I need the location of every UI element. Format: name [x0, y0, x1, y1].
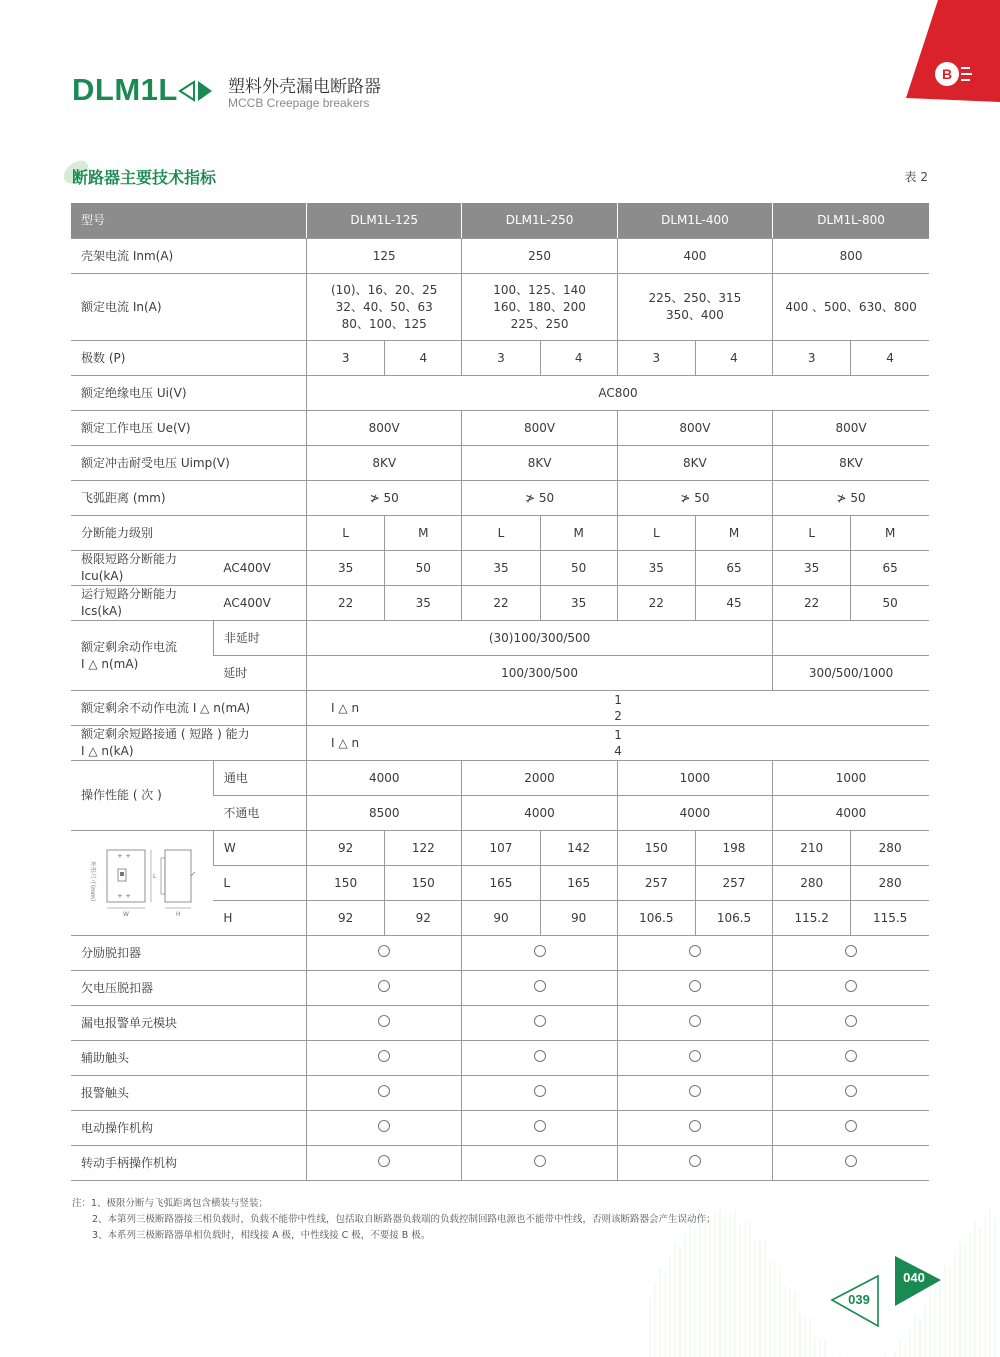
row-sublabel: AC400V	[213, 551, 306, 586]
row-label: 报警触头	[71, 1076, 307, 1111]
cell: 107	[462, 831, 540, 866]
optional-circle-icon	[378, 980, 390, 992]
cell: 8KV	[617, 446, 772, 481]
cell-line: 400 、500、630、800	[785, 299, 917, 314]
fraction-prefix: I △ n	[331, 701, 360, 715]
table-number: 表 2	[904, 170, 928, 184]
row-sublabel: 延时	[213, 656, 306, 691]
optional-circle-icon	[378, 1085, 390, 1097]
cell: 65	[851, 551, 929, 586]
table-row	[71, 936, 929, 971]
row-label: 电动操作机构	[71, 1111, 307, 1146]
fraction-num: 1	[614, 728, 622, 742]
cell: 50	[851, 586, 929, 621]
cell: 115.5	[851, 901, 929, 936]
page-number-right: 040	[903, 1270, 925, 1285]
row-label: 飞弧距离 (mm)	[71, 481, 307, 516]
optional-circle-icon	[534, 1155, 546, 1167]
cell: ≯ 50	[773, 481, 929, 516]
optional-circle-icon	[534, 980, 546, 992]
optional-circle-icon	[378, 1120, 390, 1132]
row-label-residual-action	[71, 621, 213, 691]
option-cell	[307, 1041, 462, 1076]
optional-circle-icon	[534, 945, 546, 957]
row-sublabel: 不通电	[213, 796, 306, 831]
page-number-left: 039	[848, 1292, 870, 1307]
cell-line: 225、250、315	[648, 291, 742, 305]
header-model: DLM1L-125	[307, 203, 462, 239]
table-row	[71, 481, 929, 516]
option-cell	[307, 1006, 462, 1041]
optional-circle-icon	[378, 1155, 390, 1167]
cell: ≯ 50	[617, 481, 772, 516]
header-model: DLM1L-250	[462, 203, 617, 239]
fraction-prefix: I △ n	[331, 736, 360, 750]
option-cell	[462, 1006, 617, 1041]
header-model: DLM1L-800	[773, 203, 929, 239]
optional-circle-icon	[689, 980, 701, 992]
cell: 150	[617, 831, 695, 866]
cell-rated-current	[462, 274, 617, 341]
option-cell	[307, 1111, 462, 1146]
row-label: 极数 (P)	[71, 341, 307, 376]
spec-table	[71, 203, 929, 1181]
cell: 800V	[617, 411, 772, 446]
cell: 22	[773, 586, 851, 621]
footnote: 注：1、极限分断与飞弧距离包含横装与竖装；	[72, 1198, 269, 1209]
drawing-caption: 外形尺寸(mm)	[88, 860, 96, 901]
row-label: 转动手柄操作机构	[71, 1146, 307, 1181]
option-cell	[617, 936, 772, 971]
optional-circle-icon	[845, 945, 857, 957]
option-cell	[462, 1146, 617, 1181]
header-model: DLM1L-400	[617, 203, 772, 239]
cell: (30)100/300/500	[307, 621, 773, 656]
optional-circle-icon	[378, 945, 390, 957]
table-row	[71, 411, 929, 446]
header-model-label: 型号	[71, 203, 307, 239]
optional-circle-icon	[534, 1050, 546, 1062]
cell: 142	[540, 831, 617, 866]
table-row	[71, 551, 929, 586]
fraction-den: 2	[614, 709, 622, 723]
cell: 150	[307, 866, 385, 901]
table-row	[71, 446, 929, 481]
brand-arrow-icon	[178, 78, 214, 104]
cell: 125	[307, 239, 462, 274]
row-label: 额定绝缘电压 Ui(V)	[71, 376, 307, 411]
optional-circle-icon	[534, 1085, 546, 1097]
option-cell	[462, 1111, 617, 1146]
cell: 4000	[773, 796, 929, 831]
table-row	[71, 274, 929, 341]
cell: 1000	[617, 761, 772, 796]
table-header-row	[71, 203, 929, 239]
option-cell	[307, 1076, 462, 1111]
row-label-line: I △ n(mA)	[81, 656, 139, 671]
row-sublabel: 通电	[213, 761, 306, 796]
optional-circle-icon	[845, 980, 857, 992]
cell: 4000	[462, 796, 617, 831]
cell: M	[385, 516, 462, 551]
row-label-line: 额定剩余动作电流	[81, 639, 178, 654]
cell: 22	[462, 586, 540, 621]
svg-text:+ +: + +	[116, 891, 131, 900]
optional-circle-icon	[534, 1120, 546, 1132]
optional-circle-icon	[689, 1050, 701, 1062]
cell: 400	[617, 239, 772, 274]
table-row	[71, 239, 929, 274]
cell: 4	[851, 341, 929, 376]
cell: 122	[385, 831, 462, 866]
option-cell	[462, 971, 617, 1006]
cell: AC800	[307, 376, 929, 411]
cell: 35	[462, 551, 540, 586]
cell: 800V	[462, 411, 617, 446]
cell: 165	[540, 866, 617, 901]
cell: 1000	[773, 761, 929, 796]
table-row	[71, 621, 929, 656]
cell: 100/300/500	[307, 656, 773, 691]
cell: 3	[773, 341, 851, 376]
cell: 800	[773, 239, 929, 274]
cell: 92	[307, 901, 385, 936]
cell: 22	[307, 586, 385, 621]
cell: 800V	[307, 411, 462, 446]
table-row	[71, 761, 929, 796]
cell: 800V	[773, 411, 929, 446]
option-cell	[462, 1041, 617, 1076]
row-label: 分励脱扣器	[71, 936, 307, 971]
row-label: 极限短路分断能力 Icu(kA)	[71, 551, 213, 586]
row-label-line: I △ n(kA)	[81, 744, 134, 758]
cell: 35	[617, 551, 695, 586]
row-label: 欠电压脱扣器	[71, 971, 307, 1006]
cell: ≯ 50	[462, 481, 617, 516]
cell: 165	[462, 866, 540, 901]
option-cell	[307, 971, 462, 1006]
fraction-den: 4	[614, 744, 622, 758]
dimension-drawing-cell	[71, 831, 213, 936]
product-title-en: MCCB Creepage breakers	[228, 96, 370, 110]
cell: 257	[695, 866, 772, 901]
cell: 8KV	[773, 446, 929, 481]
page-badge-left	[828, 1274, 884, 1330]
optional-circle-icon	[534, 1015, 546, 1027]
optional-circle-icon	[845, 1050, 857, 1062]
row-label: 额定冲击耐受电压 Uimp(V)	[71, 446, 307, 481]
row-label-line: 额定剩余短路接通 ( 短路 ) 能力	[81, 727, 250, 741]
table-row	[71, 1006, 929, 1041]
option-cell	[617, 1006, 772, 1041]
cell: 90	[540, 901, 617, 936]
cell: 65	[695, 551, 772, 586]
table-row	[71, 831, 929, 866]
cell-rated-current	[617, 274, 772, 341]
cell: 8KV	[307, 446, 462, 481]
cell: 4	[695, 341, 772, 376]
optional-circle-icon	[378, 1015, 390, 1027]
row-label: 额定电流 In(A)	[71, 274, 307, 341]
cell: 280	[773, 866, 851, 901]
cell: ≯ 50	[307, 481, 462, 516]
option-cell	[462, 1076, 617, 1111]
cell: 45	[695, 586, 772, 621]
cell-line: 225、250	[510, 316, 569, 331]
cell: 90	[462, 901, 540, 936]
cell: M	[540, 516, 617, 551]
row-label: 辅助触头	[71, 1041, 307, 1076]
optional-circle-icon	[378, 1050, 390, 1062]
option-cell	[617, 971, 772, 1006]
table-row	[71, 516, 929, 551]
cell: 35	[773, 551, 851, 586]
svg-text:+ +: + +	[116, 851, 131, 860]
table-row	[71, 1041, 929, 1076]
cell: 300/500/1000	[773, 656, 929, 691]
cell-fraction	[307, 726, 929, 761]
cell: 22	[617, 586, 695, 621]
optional-circle-icon	[689, 1085, 701, 1097]
cell: L	[773, 516, 851, 551]
cell: 3	[307, 341, 385, 376]
cell-line: 160、180、200	[493, 299, 586, 314]
drawing-h-label: H	[175, 910, 181, 918]
section-title: 断路器主要技术指标	[72, 168, 217, 187]
option-cell	[773, 1006, 929, 1041]
cell-rated-current	[773, 274, 929, 341]
row-label-residual-short	[71, 726, 307, 761]
brand-logo-text: DLM1L	[72, 72, 178, 107]
cell-line: 100、125、140	[493, 282, 586, 297]
table-row	[71, 376, 929, 411]
page-badge-right	[893, 1254, 945, 1310]
fraction-num: 1	[614, 693, 622, 707]
cell-empty	[773, 621, 929, 656]
row-sublabel: AC400V	[213, 586, 306, 621]
row-label: 额定剩余不动作电流 I △ n(mA)	[71, 691, 307, 726]
option-cell	[307, 936, 462, 971]
cell: 198	[695, 831, 772, 866]
footnotes	[72, 1196, 716, 1244]
cell: 3	[462, 341, 540, 376]
option-cell	[617, 1041, 772, 1076]
row-label: 操作性能 ( 次 )	[71, 761, 213, 831]
cell: 8KV	[462, 446, 617, 481]
cell: L	[617, 516, 695, 551]
option-cell	[462, 936, 617, 971]
option-cell	[773, 936, 929, 971]
table-row	[71, 341, 929, 376]
cell: 4000	[307, 761, 462, 796]
cell: 35	[540, 586, 617, 621]
option-cell	[773, 971, 929, 1006]
cell: L	[307, 516, 385, 551]
cell: 4000	[617, 796, 772, 831]
table-row	[71, 691, 929, 726]
cell: 115.2	[773, 901, 851, 936]
cell-line: (10)、16、20、25	[330, 282, 438, 297]
cell: 35	[307, 551, 385, 586]
row-label: 分断能力级别	[71, 516, 307, 551]
row-label: 额定工作电压 Ue(V)	[71, 411, 307, 446]
footnote: 2、本第列三极断路器接三相负载时，负载不能带中性线，包括取自断路器负载端的负载控制回路电源也不能带中性线，否则该断路器会产生误动作；	[92, 1214, 716, 1225]
cell: 280	[851, 831, 929, 866]
corner-brand-badge	[900, 0, 1000, 110]
cell-line: 32、40、50、63	[335, 299, 433, 314]
row-sublabel: H	[213, 901, 306, 936]
corner-logo-letter: B	[941, 66, 953, 82]
cell: 3	[617, 341, 695, 376]
row-label: 壳架电流 Inm(A)	[71, 239, 307, 274]
cell: L	[462, 516, 540, 551]
cell: 2000	[462, 761, 617, 796]
cell: 92	[307, 831, 385, 866]
cell: 35	[385, 586, 462, 621]
cell: M	[695, 516, 772, 551]
footnote: 3、本系列三极断路器单相负载时，相线接 A 极，中性线接 C 极，不要接 B 极。	[92, 1230, 431, 1241]
row-label: 运行短路分断能力 Ics(kA)	[71, 586, 213, 621]
cell: 106.5	[617, 901, 695, 936]
cell: 8500	[307, 796, 462, 831]
table-row	[71, 726, 929, 761]
cell: 92	[385, 901, 462, 936]
optional-circle-icon	[689, 945, 701, 957]
product-title-cn: 塑料外壳漏电断路器	[228, 77, 381, 97]
cell: 257	[617, 866, 695, 901]
optional-circle-icon	[845, 1085, 857, 1097]
optional-circle-icon	[689, 1015, 701, 1027]
cell-line: 80、100、125	[341, 316, 427, 331]
row-sublabel: 非延时	[213, 621, 306, 656]
cell: 150	[385, 866, 462, 901]
cell-line: 350、400	[666, 308, 724, 322]
cell: 50	[540, 551, 617, 586]
cell-rated-current	[307, 274, 462, 341]
cell: 4	[540, 341, 617, 376]
drawing-l-label: L	[152, 872, 157, 880]
cell: 50	[385, 551, 462, 586]
optional-circle-icon	[845, 1015, 857, 1027]
drawing-w-label: W	[122, 910, 129, 918]
cell: 250	[462, 239, 617, 274]
wave-lines-decoration	[640, 1100, 1000, 1357]
cell: 210	[773, 831, 851, 866]
cell-fraction	[307, 691, 929, 726]
option-cell	[307, 1146, 462, 1181]
cell: 280	[851, 866, 929, 901]
cell: 4	[385, 341, 462, 376]
table-row	[71, 586, 929, 621]
cell: M	[851, 516, 929, 551]
row-sublabel: W	[213, 831, 306, 866]
option-cell	[773, 1041, 929, 1076]
dimension-drawing	[77, 836, 207, 926]
cell: 106.5	[695, 901, 772, 936]
row-label: 漏电报警单元模块	[71, 1006, 307, 1041]
table-row	[71, 971, 929, 1006]
row-sublabel: L	[213, 866, 306, 901]
